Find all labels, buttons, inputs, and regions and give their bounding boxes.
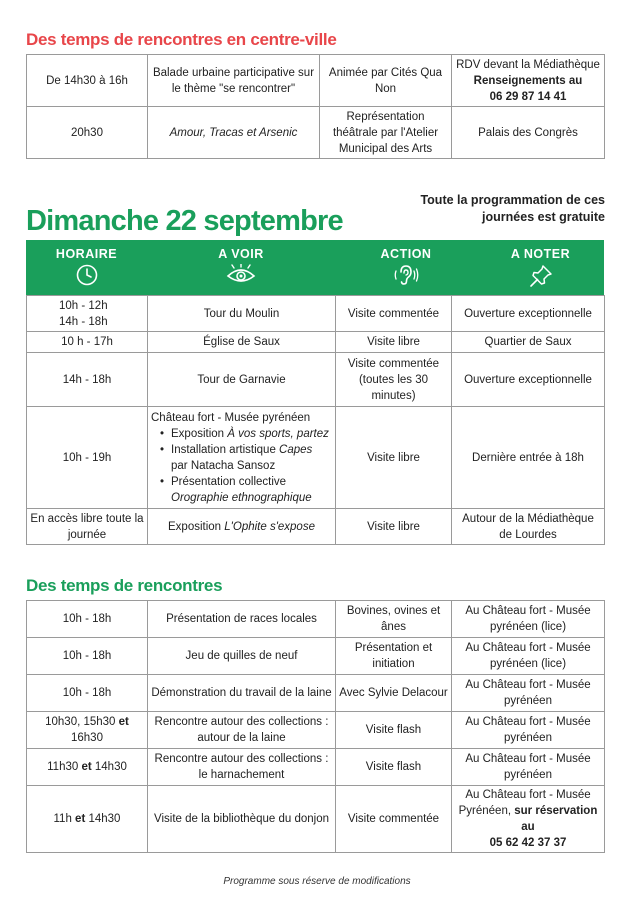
- table-row: [27, 296, 605, 332]
- time-cell: 10h - 12h 14h - 18h: [27, 296, 148, 332]
- phone-number: 06 29 87 14 41: [489, 90, 567, 103]
- note-cell: Ouverture exceptionnelle: [452, 296, 605, 332]
- table-row: [27, 749, 605, 786]
- table-row: [27, 107, 605, 159]
- rencontres-table: [26, 600, 605, 853]
- ear-icon: [393, 264, 419, 286]
- footer-disclaimer: Programme sous réserve de modifications: [223, 876, 411, 887]
- header-label: A NOTER: [510, 247, 571, 261]
- phone-number: 05 62 42 37 37: [489, 837, 567, 849]
- list-item: • Installation artistique Capes par Natacha Sansoz: [171, 442, 332, 474]
- activity-cell: Balade urbaine participative sur le thème "se rencontrer": [148, 55, 320, 107]
- pushpin-icon: [529, 264, 553, 288]
- action-cell: Animée par Cités Qua Non: [320, 55, 452, 107]
- table-row: [27, 407, 605, 509]
- activity-cell: [148, 407, 336, 509]
- day-title: Dimanche 22 septembre: [26, 205, 343, 237]
- time-cell: 10h - 19h: [27, 407, 148, 509]
- time-cell: 10 h - 17h: [27, 332, 148, 353]
- note-text: RDV devant la Médiathèque: [456, 58, 600, 71]
- header-horaire: [26, 240, 147, 295]
- note-cell: Au Château fort - Musée pyrénéen: [452, 712, 605, 749]
- action-cell: Visite libre: [336, 332, 452, 353]
- time-cell: 11h30 et 14h30: [27, 749, 148, 786]
- activity-cell: Jeu de quilles de neuf: [148, 638, 336, 675]
- note-cell: Ouverture exceptionnelle: [452, 353, 605, 407]
- list-item: • Présentation collective Orographie ethnographique: [171, 474, 332, 506]
- table-row: [27, 353, 605, 407]
- header-label: HORAIRE: [55, 247, 118, 261]
- header-label: ACTION: [380, 247, 432, 261]
- header-a-noter: [477, 240, 604, 295]
- activity-cell: Exposition L'Ophite s'expose: [148, 509, 336, 545]
- note-cell: Palais des Congrès: [452, 107, 605, 159]
- time-cell: 10h - 18h: [27, 638, 148, 675]
- note-bold: Renseignements au: [473, 74, 583, 87]
- activity-cell: Tour de Garnavie: [148, 353, 336, 407]
- header-a-voir: [147, 240, 335, 295]
- action-cell: Visite commentée (toutes les 30 minutes): [336, 353, 452, 407]
- note-cell: Dernière entrée à 18h: [452, 407, 605, 509]
- action-cell: Représentation théâtrale par l'Atelier Municipal des Arts: [320, 107, 452, 159]
- activity-cell: Présentation de races locales: [148, 601, 336, 638]
- activity-cell: Rencontre autour des collections : autour de la laine: [148, 712, 336, 749]
- header-label: A VOIR: [218, 247, 264, 261]
- time-cell: 11h et 14h30: [27, 786, 148, 853]
- activity-cell: Rencontre autour des collections : le harnachement: [148, 749, 336, 786]
- table-row: [27, 638, 605, 675]
- table-row: [27, 786, 605, 853]
- note-cell: Au Château fort - Musée pyrénéen (lice): [452, 638, 605, 675]
- note-cell: [452, 55, 605, 107]
- section-title-centre-ville: Des temps de rencontres en centre-ville: [26, 30, 337, 49]
- schedule-header: [26, 240, 604, 295]
- action-cell: Bovines, ovines et ânes: [336, 601, 452, 638]
- venue-title: Château fort - Musée pyrénéen: [151, 411, 311, 424]
- centre-ville-table: [26, 54, 605, 159]
- table-row: [27, 509, 605, 545]
- time-cell: 20h30: [27, 107, 148, 159]
- table-row: [27, 601, 605, 638]
- free-programme-note: Toute la programmation de ces journées est gratuite: [420, 193, 605, 224]
- exhibition-list: [151, 426, 332, 506]
- action-cell: Visite libre: [336, 509, 452, 545]
- time-cell: 10h - 18h: [27, 601, 148, 638]
- note-cell: Au Château fort - Musée pyrénéen: [452, 675, 605, 712]
- action-cell: Avec Sylvie Delacour: [336, 675, 452, 712]
- note-cell: Au Château fort - Musée Pyrénéen, sur réservation au 05 62 42 37 37: [452, 786, 605, 853]
- activity-cell: Visite de la bibliothèque du donjon: [148, 786, 336, 853]
- header-action: [335, 240, 477, 295]
- table-row: [27, 55, 605, 107]
- table-row: [27, 332, 605, 353]
- section-title-rencontres: Des temps de rencontres: [26, 576, 223, 595]
- activity-cell: Église de Saux: [148, 332, 336, 353]
- note-cell: Autour de la Médiathèque de Lourdes: [452, 509, 605, 545]
- action-cell: Visite commentée: [336, 296, 452, 332]
- note-cell: Au Château fort - Musée pyrénéen (lice): [452, 601, 605, 638]
- sunday-schedule-table: [26, 295, 605, 545]
- time-cell: En accès libre toute la journée: [27, 509, 148, 545]
- action-cell: Visite libre: [336, 407, 452, 509]
- time-cell: 10h - 18h: [27, 675, 148, 712]
- action-cell: Visite commentée: [336, 786, 452, 853]
- action-cell: Présentation et initiation: [336, 638, 452, 675]
- activity-cell: Tour du Moulin: [148, 296, 336, 332]
- note-cell: Quartier de Saux: [452, 332, 605, 353]
- action-cell: Visite flash: [336, 712, 452, 749]
- activity-cell: Démonstration du travail de la laine: [148, 675, 336, 712]
- eye-icon: [226, 264, 256, 286]
- note-cell: Au Château fort - Musée pyrénéen: [452, 749, 605, 786]
- table-row: [27, 712, 605, 749]
- clock-icon: [76, 264, 98, 286]
- table-row: [27, 675, 605, 712]
- time-cell: De 14h30 à 16h: [27, 55, 148, 107]
- time-cell: 14h - 18h: [27, 353, 148, 407]
- activity-cell: Amour, Tracas et Arsenic: [148, 107, 320, 159]
- list-item: • Exposition À vos sports, partez: [171, 426, 332, 442]
- time-cell: 10h30, 15h30 et 16h30: [27, 712, 148, 749]
- action-cell: Visite flash: [336, 749, 452, 786]
